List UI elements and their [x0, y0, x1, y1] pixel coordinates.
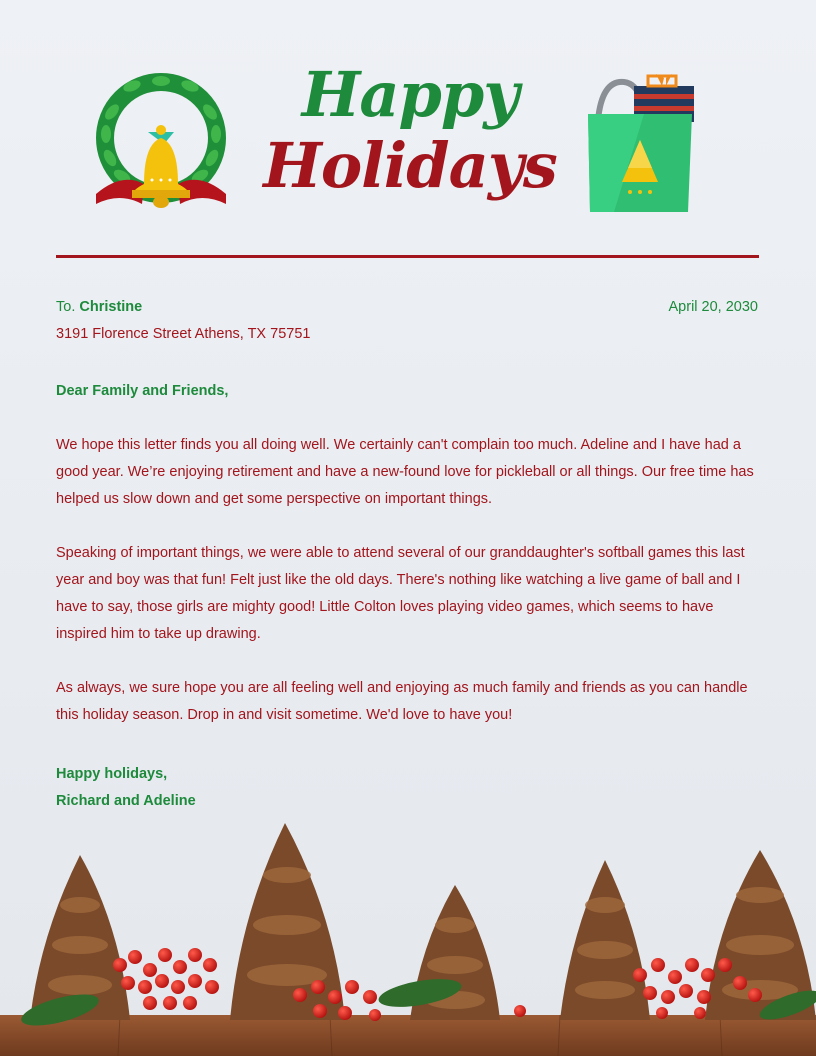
closing-signature: Richard and Adeline [56, 793, 196, 809]
title-line-happy: Happy [301, 58, 519, 131]
closing-line-1: Happy holidays, [56, 766, 168, 782]
closing [56, 761, 196, 815]
pinecone-berries-illustration [0, 815, 816, 1056]
recipient-line [56, 299, 142, 315]
recipient-address: 3191 Florence Street Athens, TX 75751 [56, 326, 311, 342]
body-paragraph-1: We hope this letter finds you all doing well. We certainly can't complain too much. Adeline and I have had a good year. We’re enjoying retirement and have a new-found love for pickleball or all things. Our free time has helped us slow down and get some perspective on important things. [56, 437, 754, 507]
greeting: Dear Family and Friends, [56, 383, 229, 399]
header-divider [56, 255, 759, 258]
recipient-prefix: To. [56, 299, 76, 315]
title-line-holidays: Holidays [263, 129, 557, 202]
shopping-bag-icon [584, 72, 696, 217]
body-paragraph-2: Speaking of important things, we were able to attend several of our granddaughter's softball games this last year and boy was that fun! Felt just like the old days. There's nothing like watching a live game of ball and I have to say, those girls are mighty good! Little Colton loves playing video games, which seems to have inspired him to take up drawing. [56, 545, 745, 642]
wreath-bell-icon [92, 72, 230, 214]
recipient-name: Christine [79, 299, 143, 315]
body-paragraph-3: As always, we sure hope you are all feeling well and enjoying as much family and friends as you can handle this holiday season. Drop in and visit sometime. We'd love to have you! [56, 680, 748, 723]
letter-date: April 20, 2030 [668, 299, 758, 315]
page-title [240, 60, 580, 202]
